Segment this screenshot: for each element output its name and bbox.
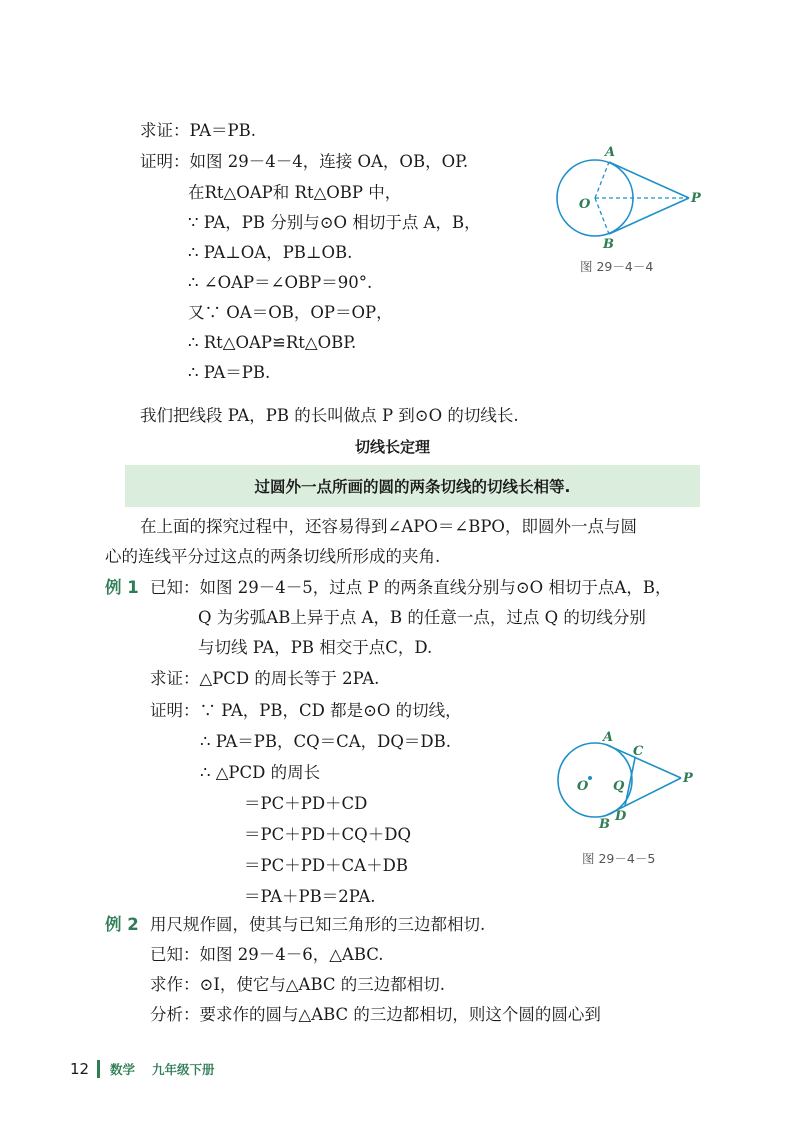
footer-book: 九年级下册	[152, 1062, 215, 1077]
segment-oa	[595, 162, 609, 198]
proof1-line-6: ∴ ∠OAP＝∠OBP＝90°.	[188, 273, 373, 292]
page-number: 12	[70, 1060, 90, 1078]
figure-29-4-4-caption: 图 29－4－4	[580, 259, 654, 274]
label-d: D	[615, 809, 627, 824]
example1-label: 例 1	[105, 578, 139, 597]
proof1-line-2: 证明：如图 29－4－4，连接 OA，OB，OP.	[140, 152, 469, 171]
label-a: A	[603, 730, 614, 745]
example1-given-line-2: Q 为劣弧AB上异于点 A，B 的任意一点，过点 Q 的切线分别	[198, 608, 646, 627]
tangent-pb	[609, 198, 689, 234]
example1-proof-line-1: 证明：∵ PA，PB，CD 都是⊙O 的切线，	[150, 701, 462, 720]
label-b: B	[603, 237, 614, 252]
example1-proof-line-6: ＝PC＋PD＋CA＋DB	[244, 856, 408, 875]
label-p: P	[683, 771, 693, 786]
tangent-cd	[625, 758, 635, 806]
example1-proof-line-2: ∴ PA＝PB，CQ＝CA，DQ＝DB.	[200, 732, 452, 751]
tangent-length-definition: 我们把线段 PA，PB 的长叫做点 P 到⊙O 的切线长.	[140, 406, 519, 425]
proof1-line-1: 求证：PA＝PB.	[140, 121, 256, 140]
label-c: C	[633, 744, 644, 759]
example1-proof-line-4: ＝PC＋PD＋CD	[244, 794, 368, 813]
example2-line-1: 用尺规作圆，使其与已知三角形的三边都相切.	[150, 915, 486, 934]
paragraph-line-2: 心的连线平分过这点的两条切线所形成的夹角.	[105, 547, 441, 566]
segment-ob	[595, 198, 609, 234]
paragraph-line-1: 在上面的探究过程中，还容易得到∠APO＝∠BPO，即圆外一点与圆	[140, 517, 637, 536]
theorem-text: 过圆外一点所画的圆的两条切线的切线长相等.	[254, 478, 571, 496]
proof1-line-3: 在Rt△OAP和 Rt△OBP 中，	[188, 183, 402, 202]
tangent-pa	[609, 162, 689, 198]
example2-line-2: 已知：如图 29－4－6，△ABC.	[150, 945, 384, 964]
proof1-line-5: ∴ PA⊥OA，PB⊥OB.	[188, 243, 353, 262]
proof1-line-9: ∴ PA＝PB.	[188, 363, 271, 382]
label-a: A	[605, 145, 616, 160]
tangent-pa	[607, 745, 681, 778]
figure-29-4-5	[555, 728, 705, 838]
label-p: P	[691, 191, 701, 206]
theorem-box	[125, 465, 700, 507]
example1-prove: 求证：△PCD 的周长等于 2PA.	[150, 669, 380, 688]
example2-line-3: 求作：⊙I，使它与△ABC 的三边都相切.	[150, 975, 445, 994]
example1-given-line-3: 与切线 PA，PB 相交于点C，D.	[198, 638, 433, 657]
label-o: O	[577, 779, 589, 794]
figure-29-4-5-caption: 图 29－4－5	[582, 851, 656, 866]
theorem-title: 切线长定理	[355, 438, 431, 456]
proof1-line-8: ∴ Rt△OAP≌Rt△OBP.	[188, 333, 357, 352]
example1-proof-line-5: ＝PC＋PD＋CQ＋DQ	[244, 825, 411, 844]
label-q: Q	[613, 779, 625, 794]
example1-given-line-1: 已知：如图 29－4－5，过点 P 的两条直线分别与⊙O 相切于点A，B，	[150, 578, 672, 597]
center-dot	[588, 776, 592, 780]
example1-proof-line-7: ＝PA＋PB＝2PA.	[244, 887, 376, 906]
proof1-line-7: 又∵ OA＝OB，OP＝OP，	[188, 303, 393, 322]
example1-proof-line-3: ∴ △PCD 的周长	[200, 763, 321, 782]
proof1-line-4: ∵ PA，PB 分别与⊙O 相切于点 A，B，	[188, 213, 481, 232]
example2-line-4: 分析：要求作的圆与△ABC 的三边都相切，则这个圆的圆心到	[150, 1005, 601, 1024]
label-b: B	[599, 817, 610, 832]
example2-label: 例 2	[105, 915, 139, 934]
label-o: O	[579, 197, 591, 212]
footer-divider	[97, 1060, 100, 1078]
footer-subject: 数学	[110, 1062, 136, 1077]
